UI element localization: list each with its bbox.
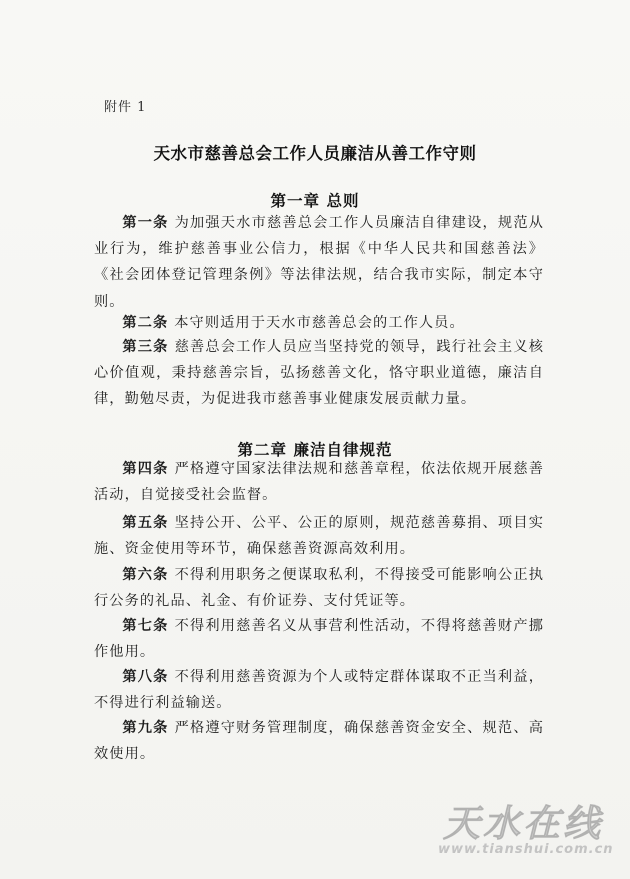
article-3-text: 慈善总会工作人员应当坚持党的领导，践行社会主义核心价值观，秉持慈善宗旨，弘扬慈善文化，恪守职业道德，廉洁自律，勤勉尽责，为促进我市慈善事业健康发展贡献力量。 [94, 339, 544, 408]
chapter-heading-2: 第二章 廉洁自律规范 [237, 440, 393, 459]
article-4-text: 严格遵守国家法律法规和慈善章程，依法依规开展慈善活动，自觉接受社会监督。 [94, 461, 544, 504]
article-3 [94, 334, 544, 413]
article-5-text: 坚持公开、公平、公正的原则，规范慈善募捐、项目实施、资金使用等环节，确保慈善资源高效利用。 [94, 515, 544, 558]
article-2-text: 本守则适用于天水市慈善总会的工作人员。 [174, 315, 465, 331]
article-7-label: 第七条 [122, 618, 169, 634]
article-6-label: 第六条 [122, 567, 169, 583]
article-8-text: 不得利用慈善资源为个人或特定群体谋取不正当利益，不得进行利益输送。 [94, 669, 544, 712]
article-2 [94, 310, 544, 336]
attachment-label: 附件 1 [104, 100, 147, 115]
article-6 [94, 562, 544, 614]
article-2-label: 第二条 [122, 315, 169, 331]
article-1-label: 第一条 [122, 215, 169, 231]
watermark-logo-text: 天水在线 [443, 802, 603, 845]
document-title: 天水市慈善总会工作人员廉洁从善工作守则 [153, 144, 477, 163]
article-7-text: 不得利用慈善名义从事营利性活动，不得将慈善财产挪作他用。 [94, 618, 544, 661]
article-8-label: 第八条 [122, 669, 169, 685]
watermark-url: www.tianshui.com.cn [438, 842, 614, 857]
article-1-text: 为加强天水市慈善总会工作人员廉洁自律建设，规范从业行为，维护慈善事业公信力，根据《中华人民共和国慈善法》《社会团体登记管理条例》等法律法规，结合我市实际，制定本守则。 [94, 215, 544, 310]
article-6-text: 不得利用职务之便谋取私利，不得接受可能影响公正执行公务的礼品、礼金、有价证券、支付凭证等。 [94, 567, 544, 610]
article-5 [94, 510, 544, 562]
article-9-text: 严格遵守财务管理制度，确保慈善资金安全、规范、高效使用。 [94, 720, 544, 763]
site-watermark [438, 802, 614, 857]
article-4-label: 第四条 [122, 461, 169, 477]
article-8 [94, 664, 544, 716]
article-1 [94, 210, 544, 315]
article-9-label: 第九条 [122, 720, 169, 736]
article-7 [94, 613, 544, 665]
article-3-label: 第三条 [122, 339, 169, 355]
article-9 [94, 715, 544, 767]
chapter-heading-1: 第一章 总则 [270, 191, 360, 210]
article-5-label: 第五条 [122, 515, 169, 531]
article-4 [94, 456, 544, 508]
